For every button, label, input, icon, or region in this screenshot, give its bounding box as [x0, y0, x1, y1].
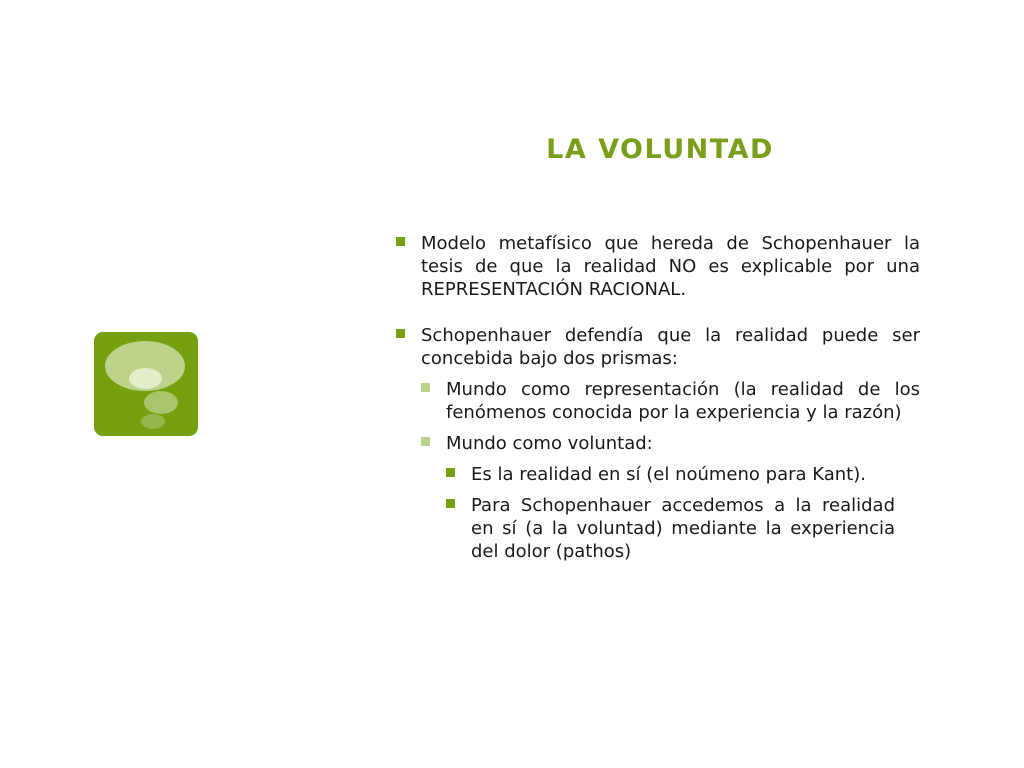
- bullet-text: Mundo como voluntad:: [446, 433, 653, 454]
- bullet-list: [396, 232, 920, 563]
- slide-title: LA VOLUNTAD: [546, 134, 774, 165]
- bullet-text: Modelo metafísico que hereda de Schopenhauer la tesis de que la realidad NO es explicable por una REPRESENTACIÓN RACIONAL.: [421, 233, 920, 300]
- bullet-text: Es la realidad en sí (el noúmeno para Kant).: [471, 464, 866, 485]
- thought-bubble-icon: [94, 332, 198, 436]
- sub-bullet-item: [421, 378, 920, 424]
- thought-bubble-medium: [144, 391, 178, 414]
- sub-sub-bullet-item: [446, 494, 895, 563]
- bullet-item: [396, 232, 920, 301]
- square-bullet-icon: [446, 499, 455, 508]
- square-bullet-icon: [421, 383, 430, 392]
- square-bullet-icon: [446, 468, 455, 477]
- bullet-text: Schopenhauer defendía que la realidad puede ser concebida bajo dos prismas:: [421, 325, 920, 369]
- thought-bubble-highlight: [129, 368, 162, 389]
- sub-bullet-item: [421, 432, 920, 455]
- square-bullet-icon: [421, 437, 430, 446]
- bullet-text: Para Schopenhauer accedemos a la realidad en sí (a la voluntad) mediante la experiencia del dolor (pathos): [471, 495, 895, 562]
- square-bullet-icon: [396, 237, 405, 246]
- sub-sub-bullet-item: [446, 463, 895, 486]
- square-bullet-icon: [396, 329, 405, 338]
- bullet-text: Mundo como representación (la realidad de los fenómenos conocida por la experiencia y la razón): [446, 379, 920, 423]
- bullet-item: [396, 324, 920, 370]
- thought-bubble-small: [141, 414, 165, 429]
